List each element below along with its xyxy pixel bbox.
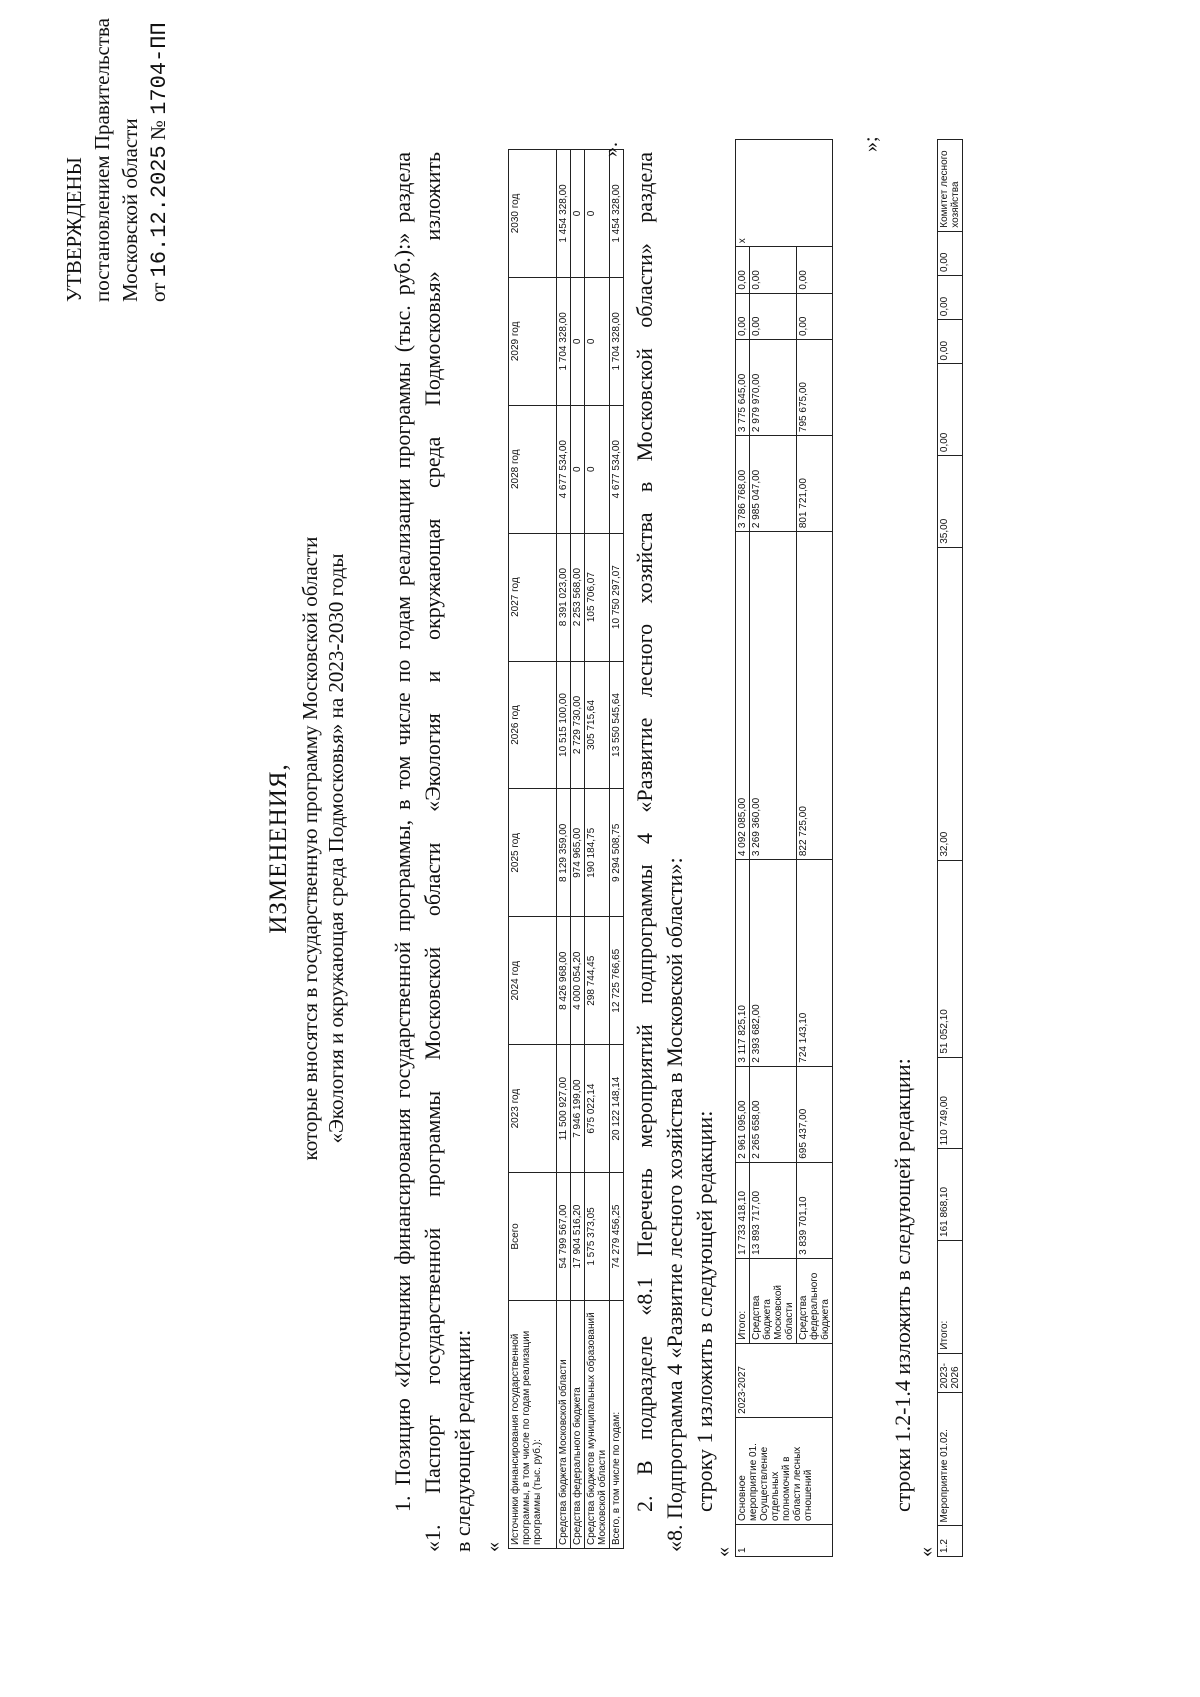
- table-cell: 74 279 456,25: [610, 1173, 624, 1301]
- subprogram-row-1-table: [735, 139, 833, 1557]
- table-cell: 161 868,10: [938, 1149, 963, 1241]
- table-row: [938, 140, 963, 1557]
- section2-text: [630, 152, 720, 1552]
- table-cell: 0: [585, 405, 610, 533]
- col-header: 2028 год: [509, 405, 557, 533]
- source-cell: Средства бюджета Московской области: [750, 1258, 797, 1343]
- table-cell: 974 965,00: [571, 789, 585, 917]
- table-cell: 13 550 545,64: [610, 661, 624, 789]
- table-cell: 2 729 730,00: [571, 661, 585, 789]
- source-cell: Итого:: [736, 1258, 750, 1343]
- measure-name: Мероприятие 01.02.: [938, 1392, 963, 1526]
- table-cell: 0: [571, 277, 585, 405]
- table-cell: 1 454 328,00: [557, 150, 571, 278]
- table-cell: 2 985 047,00: [750, 436, 797, 532]
- row-label: Средства бюджета Московской области: [557, 1300, 571, 1548]
- table-cell: 0: [571, 405, 585, 533]
- row-number: 1.2: [938, 1526, 963, 1557]
- col-header: 2026 год: [509, 661, 557, 789]
- period-cell: 2023-2026: [938, 1353, 963, 1392]
- page-subtitle-2: «Экология и окружающая среда Подмосковья» на 2023-2030 годы: [324, 553, 348, 1144]
- table-cell: 17 733 418,10: [736, 1162, 750, 1258]
- table-cell: 3 786 768,00: [736, 436, 750, 532]
- section2-close-quote: »;: [860, 136, 882, 152]
- table-cell: 51 052,10: [938, 860, 963, 1057]
- approval-line-1: УТВЕРЖДЕНЫ: [62, 157, 86, 302]
- table-cell: 54 799 567,00: [557, 1173, 571, 1301]
- financing-table: [508, 149, 624, 1549]
- table-cell: 2 393 682,00: [750, 860, 797, 1067]
- table-cell: 190 184,75: [585, 789, 610, 917]
- table-cell: 105 706,07: [585, 533, 610, 661]
- table-cell: 20 122 148,14: [610, 1045, 624, 1173]
- section3-text: строки 1.2-1.4 изложить в следующей редакции:: [890, 1058, 915, 1512]
- table-cell: 3 117 825,10: [736, 860, 750, 1067]
- table-row: [585, 150, 610, 1549]
- col-header: 2027 год: [509, 533, 557, 661]
- table-cell: 1 575 373,05: [585, 1173, 610, 1301]
- approval-no-sign: №: [146, 120, 170, 141]
- table-cell: 13 893 717,00: [750, 1162, 797, 1258]
- table-cell: 7 946 199,00: [571, 1045, 585, 1173]
- table-cell: 0,00: [797, 247, 833, 293]
- table-cell: 1 454 328,00: [610, 150, 624, 278]
- approval-line-2: постановлением Правительства: [90, 17, 114, 302]
- section1-open-quote: «: [482, 1542, 504, 1552]
- col-header: 2024 год: [509, 917, 557, 1045]
- table-cell: 9 294 508,75: [610, 789, 624, 917]
- page-subtitle-1: которые вносятся в государственную программу Московской области: [298, 536, 322, 1161]
- table-cell: 10 515 100,00: [557, 661, 571, 789]
- table-cell: 0,00: [938, 364, 963, 456]
- section1-line-2: «1. Паспорт государственной программы Московской области «Экология и окружающая среда Подмосковья» изложить: [420, 152, 445, 1552]
- table-header-row: [509, 150, 557, 1549]
- executor-cell: Комитет лесного хозяйства: [938, 140, 963, 232]
- table-cell: 298 744,45: [585, 917, 610, 1045]
- table-cell: 0,00: [938, 231, 963, 275]
- table-cell: 3 775 645,00: [736, 340, 750, 436]
- table-row: [736, 140, 750, 1557]
- table-cell: 2 979 970,00: [750, 340, 797, 436]
- table-cell: 3 269 360,00: [750, 532, 797, 860]
- table-cell: 0,00: [736, 293, 750, 339]
- table-row: [571, 150, 585, 1549]
- table-cell: 0,00: [736, 247, 750, 293]
- table-cell: 32,00: [938, 547, 963, 860]
- table-cell: 0: [585, 277, 610, 405]
- source-cell: Средства федерального бюджета: [797, 1258, 833, 1343]
- table-cell: 724 143,10: [797, 860, 833, 1067]
- table-cell: 4 677 534,00: [610, 405, 624, 533]
- table-cell: 3 839 701,10: [797, 1162, 833, 1258]
- table-cell: 0,00: [750, 247, 797, 293]
- row-label: Всего, в том числе по годам:: [610, 1300, 624, 1548]
- approval-date: 16.12.2025: [147, 145, 172, 278]
- section1-line-1: 1. Позицию «Источники финансирования государственной программы, в том числе по годам реализации программы (тыс. руб.):» раздела: [390, 152, 415, 1512]
- row-label: Средства федерального бюджета: [571, 1300, 585, 1548]
- col-header: 2030 год: [509, 150, 557, 278]
- table-cell: 8 129 359,00: [557, 789, 571, 917]
- table-cell: 10 750 297,07: [610, 533, 624, 661]
- period-cell: 2023-2027: [736, 1343, 833, 1417]
- table-cell: 110 749,00: [938, 1057, 963, 1149]
- table-cell: 2 265 658,00: [750, 1066, 797, 1162]
- table-cell: 0: [571, 150, 585, 278]
- table-cell: 35,00: [938, 456, 963, 548]
- table-cell: 8 391 023,00: [557, 533, 571, 661]
- measure-name: Основное мероприятие 01. Осуществление отдельных полномочий в области лесных отношений: [736, 1417, 833, 1524]
- approval-line-4: [144, 18, 174, 302]
- col-header: 2025 год: [509, 789, 557, 917]
- table-cell: 2 253 568,00: [571, 533, 585, 661]
- table-cell: 4 092 085,00: [736, 532, 750, 860]
- table-cell: 0,00: [797, 293, 833, 339]
- table-cell: 795 675,00: [797, 340, 833, 436]
- table-cell: 8 426 968,00: [557, 917, 571, 1045]
- table-cell: 695 437,00: [797, 1066, 833, 1162]
- row-number: 1: [736, 1524, 833, 1556]
- section2-line-2: «8. Подпрограмма 4 «Развитие лесного хозяйства в Московской области»:: [662, 857, 687, 1552]
- section2-line-1: 2. В подразделе «8.1 Перечень мероприятий подпрограммы 4 «Развитие лесного хозяйства в Московской области» раздела: [632, 152, 657, 1512]
- section1-line-3: в следующей редакции:: [450, 1329, 475, 1552]
- section2-line-3: строку 1 изложить в следующей редакции:: [692, 1110, 717, 1512]
- row-label: Средства бюджетов муниципальных образований Московской области: [585, 1300, 610, 1548]
- col-header: Всего: [509, 1173, 557, 1301]
- table-cell: 0,00: [750, 293, 797, 339]
- table-cell: 801 721,00: [797, 436, 833, 532]
- table-cell: 0: [585, 150, 610, 278]
- table-cell: 0,00: [938, 275, 963, 319]
- table-cell: 822 725,00: [797, 532, 833, 860]
- table-cell: 675 022,14: [585, 1045, 610, 1173]
- approval-number: 1704-ПП: [147, 22, 172, 115]
- col-header: 2023 год: [509, 1045, 557, 1173]
- subprogram-row-12-table: [937, 139, 963, 1557]
- col-header: 2029 год: [509, 277, 557, 405]
- approval-from: от: [146, 282, 170, 302]
- header-label-cell: Источники финансирования государственной программы, в том числе по годам реализации программы (тыс. руб.):: [509, 1300, 557, 1548]
- approval-block: [60, 18, 174, 302]
- table-cell: 12 725 766,65: [610, 917, 624, 1045]
- table-cell: 2 961 095,00: [736, 1066, 750, 1162]
- cross-cell: x: [736, 140, 833, 247]
- source-cell: Итого:: [938, 1240, 963, 1353]
- section3-open-quote: «: [915, 1547, 937, 1557]
- table-cell: 4 677 534,00: [557, 405, 571, 533]
- table-cell: 4 000 054,20: [571, 917, 585, 1045]
- section1-text: [388, 152, 478, 1552]
- table-row: [610, 150, 624, 1549]
- table-cell: 1 704 328,00: [610, 277, 624, 405]
- section2-open-quote: «: [712, 1547, 734, 1557]
- table-cell: 17 904 516,20: [571, 1173, 585, 1301]
- page-title: ИЗМЕНЕНИЯ,: [265, 763, 292, 934]
- table-cell: 0,00: [938, 320, 963, 364]
- table-cell: 1 704 328,00: [557, 277, 571, 405]
- table-cell: 11 500 927,00: [557, 1045, 571, 1173]
- table-row: [557, 150, 571, 1549]
- approval-line-3: Московской области: [118, 118, 142, 302]
- section1-close-quote: ».: [600, 142, 622, 157]
- table-cell: 305 715,64: [585, 661, 610, 789]
